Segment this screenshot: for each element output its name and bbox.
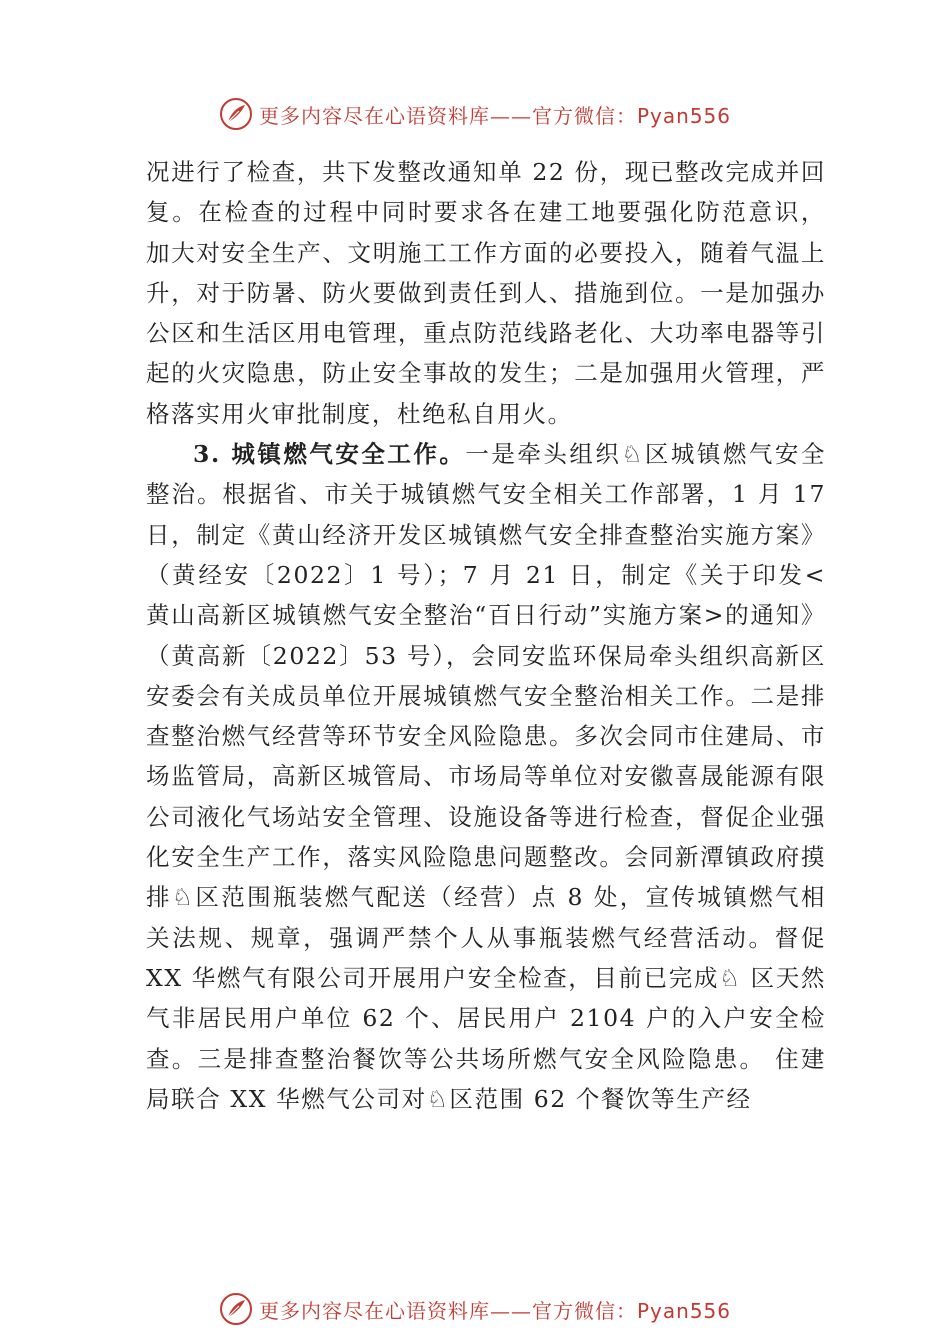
watermark-brand: 更多内容尽在心语资料库 <box>258 1298 490 1323</box>
header-watermark <box>0 92 950 136</box>
section-heading: 3. 城镇燃气安全工作。 <box>193 440 466 469</box>
feather-pen-icon <box>219 97 253 131</box>
footer-watermark <box>0 1287 950 1331</box>
watermark-wechat-id: Pyan556 <box>636 1298 731 1323</box>
paragraph-2-text: 一是牵头组织♘区城镇燃气安全整治。根据省、市关于城镇燃气安全相关工作部署，1 月 17 日，制定《黄山经济开发区城镇燃气安全排查整治实施方案》（黄经安〔2022〕1 号）；7 月 21 日，制定《关于印发<黄山高新区城镇燃气安全整治“百日行动”实施方案>的通知》（黄高新〔2022〕53 号），会同安监环保局牵头组织高新区安委会有关成员单位开展城镇燃气安全整治相关工作。二是排查整治燃气经营等环节安全风险隐患。多次会同市住建局、市场监管局，高新区城管局、市场局等单位对安徽喜晟能源有限公司液化气场站安全管理、设施设备等进行检查，督促企业强化安全生产工作，落实风险隐患问题整改。会同新潭镇政府摸排♘区范围瓶装燃气配送（经营）点 8 处，宣传城镇燃气相关法规、规章，强调严禁个人从事瓶装燃气经营活动。督促 XX 华燃气有限公司开展用户安全检查，目前已完成♘ 区天然气非居民用户单位 62 个、居民用户 2104 户的入户安全检查。三是排查整治餐饮等公共场所燃气安全风险隐患。 住建局联合 XX 华燃气公司对♘区范围 62 个餐饮等生产经 <box>146 440 826 1113</box>
feather-pen-icon <box>219 1292 253 1326</box>
watermark-brand: 更多内容尽在心语资料库 <box>258 103 490 128</box>
paragraph-2 <box>146 434 826 1119</box>
watermark-wechat-label: 官方微信： <box>531 103 637 128</box>
watermark-dash: —— <box>489 1298 532 1323</box>
paragraph-1: 况进行了检查，共下发整改通知单 22 份，现已整改完成并回复。在检查的过程中同时要求各在建工地要强化防范意识， 加大对安全生产、文明施工工作方面的必要投入，随着气温上升，对于防暑、防火要做到责任到人、措施到位。一是加强办公区和生活区用电管理，重点防范线路老化、大功率电器等引起的火灾隐患，防止安全事故的发生；二是加强用火管理，严格落实用火审批制度，杜绝私自用火。 <box>146 158 826 428</box>
document-body <box>146 152 826 1119</box>
watermark-dash: —— <box>489 103 532 128</box>
watermark-wechat-id: Pyan556 <box>636 103 731 128</box>
watermark-wechat-label: 官方微信： <box>531 1298 637 1323</box>
